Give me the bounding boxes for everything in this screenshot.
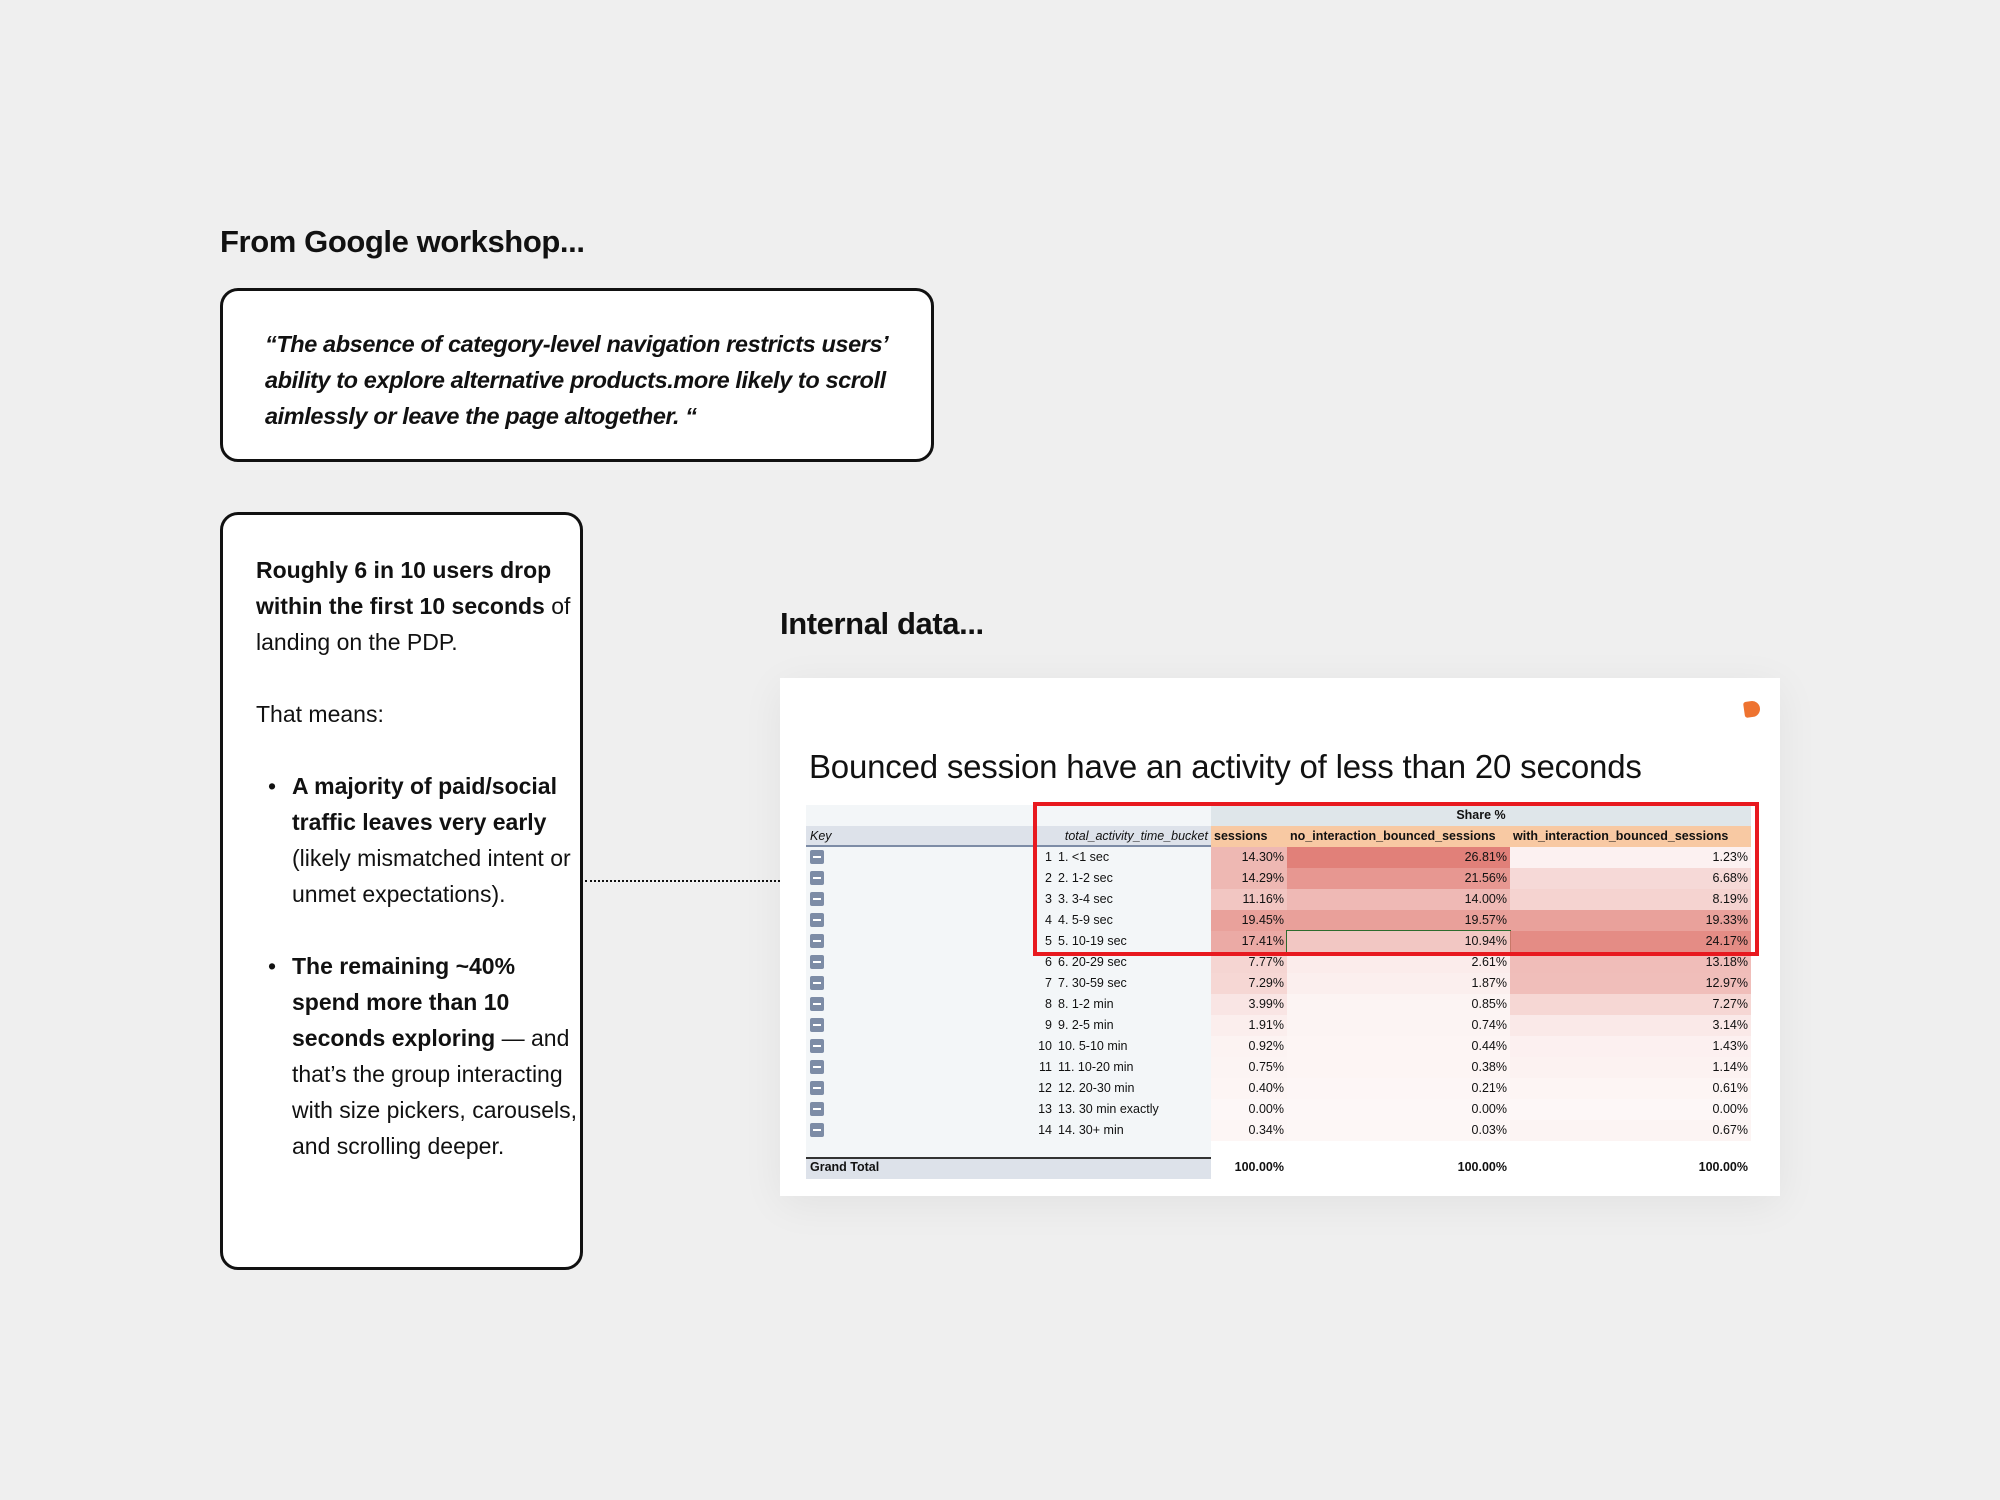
value-cell: 14.00% bbox=[1287, 889, 1510, 910]
row-bucket: 11. 10-20 min bbox=[1058, 1060, 1134, 1074]
collapse-icon[interactable] bbox=[810, 1102, 824, 1116]
value-cell: 3.14% bbox=[1510, 1015, 1751, 1036]
value-cell: 1.23% bbox=[1510, 847, 1751, 868]
value-cell: 0.85% bbox=[1287, 994, 1510, 1015]
value-cell: 7.77% bbox=[1211, 952, 1287, 973]
collapse-icon[interactable] bbox=[810, 871, 824, 885]
row-index: 5 bbox=[1045, 934, 1052, 948]
value-cell: 19.33% bbox=[1510, 910, 1751, 931]
value-cell: 13.18% bbox=[1510, 952, 1751, 973]
grand-total-label: Grand Total bbox=[810, 1160, 880, 1174]
col-header-with-interaction: with_interaction_bounced_sessions bbox=[1510, 826, 1751, 847]
collapse-icon[interactable] bbox=[810, 913, 824, 927]
value-cell: 0.40% bbox=[1211, 1078, 1287, 1099]
value-cell: 10.94% bbox=[1287, 931, 1510, 952]
row-bucket: 2. 1-2 sec bbox=[1058, 871, 1113, 885]
insight-bullet bbox=[256, 948, 580, 1164]
row-index: 10 bbox=[1038, 1039, 1052, 1053]
value-cell: 1.91% bbox=[1211, 1015, 1287, 1036]
value-cell: 0.03% bbox=[1287, 1120, 1510, 1141]
value-cell: 2.61% bbox=[1287, 952, 1510, 973]
bullet-bold: The remaining ~40% spend more than 10 seconds exploring bbox=[292, 953, 516, 1051]
share-header: Share % bbox=[1211, 805, 1751, 826]
value-cell: 7.27% bbox=[1510, 994, 1751, 1015]
collapse-icon[interactable] bbox=[810, 1060, 824, 1074]
collapse-icon[interactable] bbox=[810, 850, 824, 864]
bullet-rest: — and that’s the group interacting with size pickers, carousels, and scrolling deeper. bbox=[292, 1025, 578, 1159]
row-index: 12 bbox=[1038, 1081, 1052, 1095]
row-index: 11 bbox=[1039, 1060, 1052, 1074]
row-bucket: 6. 20-29 sec bbox=[1058, 955, 1127, 969]
quote-card bbox=[220, 288, 934, 462]
insight-means: That means: bbox=[256, 701, 384, 727]
grand-total-row bbox=[806, 1157, 1751, 1179]
table-row bbox=[806, 1036, 1751, 1057]
row-bucket: 13. 30 min exactly bbox=[1058, 1102, 1159, 1116]
row-bucket: 3. 3-4 sec bbox=[1058, 892, 1113, 906]
table-row bbox=[806, 1015, 1751, 1036]
value-cell: 17.41% bbox=[1211, 931, 1287, 952]
row-bucket: 10. 5-10 min bbox=[1058, 1039, 1128, 1053]
value-cell: 0.00% bbox=[1287, 1099, 1510, 1120]
collapse-icon[interactable] bbox=[810, 997, 824, 1011]
collapse-icon[interactable] bbox=[810, 955, 824, 969]
insight-intro-rest: of landing on the PDP. bbox=[256, 593, 571, 655]
row-index: 6 bbox=[1045, 955, 1052, 969]
value-cell: 26.81% bbox=[1287, 847, 1510, 868]
row-bucket: 8. 1-2 min bbox=[1058, 997, 1114, 1011]
bullet-icon: • bbox=[268, 773, 277, 799]
row-bucket: 9. 2-5 min bbox=[1058, 1018, 1114, 1032]
orange-brand-logo-icon bbox=[1743, 700, 1761, 718]
total-value: 100.00% bbox=[1698, 1160, 1748, 1174]
internal-data-heading: Internal data... bbox=[780, 606, 984, 641]
collapse-icon[interactable] bbox=[810, 1081, 824, 1095]
value-cell: 7.29% bbox=[1211, 973, 1287, 994]
table-row bbox=[806, 1120, 1751, 1141]
workshop-heading: From Google workshop... bbox=[220, 224, 585, 259]
insight-intro bbox=[256, 552, 580, 660]
table-row bbox=[806, 994, 1751, 1015]
value-cell: 0.61% bbox=[1510, 1078, 1751, 1099]
collapse-icon[interactable] bbox=[810, 1018, 824, 1032]
value-cell: 8.19% bbox=[1510, 889, 1751, 910]
value-cell: 11.16% bbox=[1211, 889, 1287, 910]
quote-text: “The absence of category-level navigation restricts users’ ability to explore alternative products.more likely to scroll aimlessly or leave the page altogether. “ bbox=[265, 331, 888, 429]
collapse-icon[interactable] bbox=[810, 1123, 824, 1137]
col-header-no-interaction: no_interaction_bounced_sessions bbox=[1287, 826, 1510, 847]
value-cell: 0.44% bbox=[1287, 1036, 1510, 1057]
value-cell: 0.00% bbox=[1510, 1099, 1751, 1120]
bullet-bold: A majority of paid/social traffic leaves very early bbox=[292, 773, 557, 835]
collapse-icon[interactable] bbox=[810, 934, 824, 948]
value-cell: 24.17% bbox=[1510, 931, 1751, 952]
insight-bullet-list bbox=[256, 768, 580, 1164]
collapse-icon[interactable] bbox=[810, 892, 824, 906]
row-bucket: 4. 5-9 sec bbox=[1058, 913, 1113, 927]
row-bucket: 14. 30+ min bbox=[1058, 1123, 1124, 1137]
row-index: 9 bbox=[1045, 1018, 1052, 1032]
bucket-header: total_activity_time_bucket bbox=[1064, 829, 1208, 843]
row-bucket: 5. 10-19 sec bbox=[1058, 934, 1127, 948]
table-row bbox=[806, 1057, 1751, 1078]
value-cell: 14.29% bbox=[1211, 868, 1287, 889]
bullet-rest: (likely mismatched intent or unmet expectations). bbox=[292, 845, 571, 907]
row-index: 8 bbox=[1045, 997, 1052, 1011]
row-bucket: 1. <1 sec bbox=[1058, 850, 1110, 864]
slide-title: Bounced session have an activity of less than 20 seconds bbox=[809, 748, 1642, 785]
value-cell: 0.21% bbox=[1287, 1078, 1510, 1099]
value-cell: 0.92% bbox=[1211, 1036, 1287, 1057]
row-index: 14 bbox=[1038, 1123, 1052, 1137]
bullet-icon: • bbox=[268, 953, 277, 979]
value-cell: 12.97% bbox=[1510, 973, 1751, 994]
value-cell: 1.43% bbox=[1510, 1036, 1751, 1057]
value-cell: 19.57% bbox=[1287, 910, 1510, 931]
insight-card bbox=[220, 512, 583, 1270]
value-cell: 0.34% bbox=[1211, 1120, 1287, 1141]
key-header: Key bbox=[810, 829, 832, 843]
row-index: 1 bbox=[1045, 850, 1052, 864]
value-cell: 21.56% bbox=[1287, 868, 1510, 889]
insight-intro-bold: Roughly 6 in 10 users drop within the first 10 seconds bbox=[256, 557, 552, 619]
value-cell: 6.68% bbox=[1510, 868, 1751, 889]
row-bucket: 12. 20-30 min bbox=[1058, 1081, 1135, 1095]
value-cell: 19.45% bbox=[1211, 910, 1287, 931]
total-value: 100.00% bbox=[1457, 1160, 1507, 1174]
row-index: 7 bbox=[1045, 976, 1052, 990]
value-cell: 1.14% bbox=[1510, 1057, 1751, 1078]
value-cell: 3.99% bbox=[1211, 994, 1287, 1015]
row-index: 4 bbox=[1045, 913, 1052, 927]
table-row bbox=[806, 1078, 1751, 1099]
row-bucket: 7. 30-59 sec bbox=[1058, 976, 1127, 990]
col-header-sessions: sessions bbox=[1211, 826, 1287, 847]
row-index: 2 bbox=[1045, 871, 1052, 885]
highlight-box bbox=[1033, 802, 1759, 956]
insight-bullet bbox=[256, 768, 580, 912]
collapse-icon[interactable] bbox=[810, 976, 824, 990]
row-index: 13 bbox=[1038, 1102, 1052, 1116]
value-cell: 0.00% bbox=[1211, 1099, 1287, 1120]
value-cell: 1.87% bbox=[1287, 973, 1510, 994]
collapse-icon[interactable] bbox=[810, 1039, 824, 1053]
row-index: 3 bbox=[1045, 892, 1052, 906]
total-value: 100.00% bbox=[1234, 1160, 1284, 1174]
table-row bbox=[806, 973, 1751, 994]
value-cell: 0.67% bbox=[1510, 1120, 1751, 1141]
value-cell: 0.38% bbox=[1287, 1057, 1510, 1078]
value-cell: 14.30% bbox=[1211, 847, 1287, 868]
table-row bbox=[806, 1099, 1751, 1120]
value-cell: 0.74% bbox=[1287, 1015, 1510, 1036]
value-cell: 0.75% bbox=[1211, 1057, 1287, 1078]
